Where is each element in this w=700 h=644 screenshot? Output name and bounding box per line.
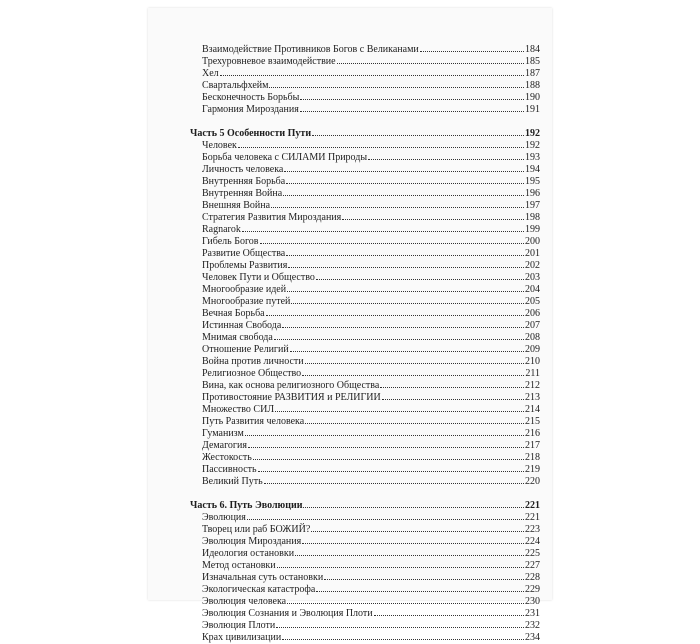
- toc-entry: [190, 259, 540, 271]
- toc-leader-dots: [303, 499, 524, 508]
- toc-entry: [190, 223, 540, 235]
- toc-leader-dots: [300, 103, 524, 112]
- toc-entry-title: Изначальная суть остановки: [202, 572, 324, 583]
- toc-entry: [190, 247, 540, 259]
- toc-entry-page: 209: [525, 344, 540, 355]
- toc-entry-page: 228: [525, 572, 540, 583]
- toc-entry: [190, 559, 540, 571]
- toc-entry: [190, 79, 540, 91]
- toc-entry-page: 207: [525, 320, 540, 331]
- toc-entry-page: 195: [525, 176, 540, 187]
- toc-entry-page: 227: [525, 560, 540, 571]
- toc-leader-dots: [286, 175, 524, 184]
- toc-entry-title: Бесконечность Борьбы: [202, 92, 300, 103]
- toc-entry-title: Человек Пути и Общество: [202, 272, 315, 283]
- toc-entry-title: Эволюция Сознания и Эволюция Плоти: [202, 608, 373, 619]
- toc-entry-title: Отношение Религий: [202, 344, 289, 355]
- toc-entry-page: 225: [525, 548, 540, 559]
- toc-entry-page: 219: [525, 464, 540, 475]
- toc-entry: [190, 235, 540, 247]
- toc-entry: [190, 619, 540, 631]
- toc-entry-title: Истинная Свобода: [202, 320, 282, 331]
- toc-entry-page: 234: [525, 632, 540, 643]
- toc-entry-title: Взаимодействие Противников Богов с Великанами: [202, 44, 419, 55]
- toc-entry-title: Демагогия: [202, 440, 247, 451]
- toc-leader-dots: [380, 379, 524, 388]
- toc-leader-dots: [290, 343, 524, 352]
- toc-entry-title: Внутренняя Война: [202, 188, 283, 199]
- toc-entry-title: Эволюция Плоти: [202, 620, 276, 631]
- toc-entry-title: Метод остановки: [202, 560, 276, 571]
- toc-entry: [190, 511, 540, 523]
- toc-entry-page: 202: [525, 260, 540, 271]
- toc-entry-title: Великий Путь: [202, 476, 263, 487]
- toc-entry: [190, 595, 540, 607]
- toc-entry-title: Вина, как основа религиозного Общества: [202, 380, 380, 391]
- toc-leader-dots: [277, 559, 524, 568]
- toc-entry: [190, 451, 540, 463]
- toc-entry: [190, 43, 540, 55]
- toc-entry: [190, 547, 540, 559]
- toc-entry: [190, 175, 540, 187]
- toc-part-title: Часть 5 Особенности Пути: [190, 128, 312, 139]
- toc-entry-title: Эволюция Мироздания: [202, 536, 302, 547]
- toc-leader-dots: [282, 319, 524, 328]
- toc-entry: [190, 211, 540, 223]
- toc-entry-page: 232: [525, 620, 540, 631]
- toc-entry-title: Противостояние РАЗВИТИЯ и РЕЛИГИИ: [202, 392, 381, 403]
- toc-entry-page: 201: [525, 248, 540, 259]
- toc-leader-dots: [302, 367, 524, 376]
- toc-entry-title: Эволюция человека: [202, 596, 287, 607]
- toc-entry-page: 212: [525, 380, 540, 391]
- toc-entry-page: 187: [525, 68, 540, 79]
- toc-entry: [190, 283, 540, 295]
- toc-entry: [190, 319, 540, 331]
- toc-entry-title: Хел: [202, 68, 219, 79]
- toc-entry: [190, 379, 540, 391]
- toc-leader-dots: [220, 67, 524, 76]
- toc-entry-page: 192: [525, 140, 540, 151]
- toc-entry: [190, 355, 540, 367]
- toc-leader-dots: [311, 523, 524, 532]
- toc-entry: [190, 331, 540, 343]
- toc-entry-page: 200: [525, 236, 540, 247]
- toc-entry-page: 185: [525, 56, 540, 67]
- toc-entry-page: 231: [525, 608, 540, 619]
- toc-entry: [190, 535, 540, 547]
- toc-entry-page: 229: [525, 584, 540, 595]
- toc-leader-dots: [342, 211, 524, 220]
- toc-entry-page: 197: [525, 200, 540, 211]
- toc-entry-title: Религиозное Общество: [202, 368, 302, 379]
- toc-entry-title: Многообразие путей: [202, 296, 291, 307]
- toc-leader-dots: [271, 199, 524, 208]
- toc-leader-dots: [316, 583, 524, 592]
- toc-entry-title: Борьба человека с СИЛАМИ Природы: [202, 152, 368, 163]
- toc-entry-page: 193: [525, 152, 540, 163]
- toc-leader-dots: [300, 91, 524, 100]
- toc-entry-title: Личность человека: [202, 164, 284, 175]
- toc-entry-page: 213: [525, 392, 540, 403]
- toc-leader-dots: [288, 259, 524, 268]
- toc-leader-dots: [269, 79, 524, 88]
- toc-leader-dots: [275, 403, 524, 412]
- toc-entry-title: Идеология остановки: [202, 548, 295, 559]
- toc-entry-title: Война против личности: [202, 356, 304, 367]
- toc-entry-page: 191: [525, 104, 540, 115]
- toc-entry-page: 218: [525, 452, 540, 463]
- toc-entry-page: 215: [525, 416, 540, 427]
- toc-entry-title: Человек: [202, 140, 237, 151]
- toc-entry-title: Мнимая свобода: [202, 332, 273, 343]
- toc-part-page: 192: [525, 128, 540, 139]
- toc-entry: [190, 103, 540, 115]
- toc-part-heading: [190, 499, 540, 511]
- toc-leader-dots: [283, 187, 524, 196]
- toc-entry: [190, 187, 540, 199]
- toc-entry-page: 221: [525, 512, 540, 523]
- toc-part-title: Часть 6. Путь Эволюции: [190, 500, 303, 511]
- toc-entry-title: Эволюция: [202, 512, 246, 523]
- toc-entry: [190, 403, 540, 415]
- toc-entry-page: 196: [525, 188, 540, 199]
- toc-entry-page: 194: [525, 164, 540, 175]
- toc-leader-dots: [305, 415, 524, 424]
- toc-entry: [190, 199, 540, 211]
- toc-entry-title: Путь Развития человека: [202, 416, 305, 427]
- toc-entry: [190, 415, 540, 427]
- toc-leader-dots: [295, 547, 524, 556]
- toc-entry-page: 216: [525, 428, 540, 439]
- toc-leader-dots: [316, 271, 524, 280]
- toc-entry-page: 205: [525, 296, 540, 307]
- toc-entry: [190, 151, 540, 163]
- toc-entry: [190, 367, 540, 379]
- toc-leader-dots: [238, 139, 524, 148]
- toc-entry-page: 230: [525, 596, 540, 607]
- toc-entry: [190, 55, 540, 67]
- toc-entry-page: 217: [525, 440, 540, 451]
- toc-entry-title: Внешняя Война: [202, 200, 271, 211]
- toc-entry-title: Гуманизм: [202, 428, 244, 439]
- toc-entry-page: 223: [525, 524, 540, 535]
- toc-entry: [190, 523, 540, 535]
- toc-entry-page: 210: [525, 356, 540, 367]
- toc-leader-dots: [245, 427, 524, 436]
- toc-entry: [190, 463, 540, 475]
- toc-entry: [190, 307, 540, 319]
- toc-entry-title: Вечная Борьба: [202, 308, 265, 319]
- toc-entry: [190, 439, 540, 451]
- toc-part-page: 221: [525, 500, 540, 511]
- toc-entry: [190, 343, 540, 355]
- toc-leader-dots: [312, 127, 524, 136]
- toc-leader-dots: [260, 235, 524, 244]
- toc-leader-dots: [324, 571, 524, 580]
- toc-entry: [190, 163, 540, 175]
- toc-entry: [190, 631, 540, 643]
- toc-entry-title: Проблемы Развития: [202, 260, 288, 271]
- toc-entry: [190, 67, 540, 79]
- toc-entry-page: 203: [525, 272, 540, 283]
- toc-leader-dots: [274, 331, 524, 340]
- toc-entry-title: Пассивность: [202, 464, 257, 475]
- toc-entry: [190, 139, 540, 151]
- toc-entry-title: Крах цивилизации: [202, 632, 282, 643]
- toc-leader-dots: [382, 391, 524, 400]
- table-of-contents: [190, 43, 540, 643]
- toc-entry: [190, 295, 540, 307]
- toc-entry: [190, 427, 540, 439]
- toc-entry: [190, 391, 540, 403]
- toc-entry-title: Стратегия Развития Мироздания: [202, 212, 342, 223]
- toc-leader-dots: [266, 307, 524, 316]
- toc-entry-title: Трехуровневое взаимодействие: [202, 56, 336, 67]
- toc-entry-page: 224: [525, 536, 540, 547]
- toc-leader-dots: [302, 535, 524, 544]
- toc-entry: [190, 475, 540, 487]
- toc-entry-title: Многообразие идей: [202, 284, 287, 295]
- toc-entry-title: Множество СИЛ: [202, 404, 275, 415]
- toc-entry-title: Творец или раб БОЖИЙ?: [202, 524, 311, 535]
- toc-entry-page: 204: [525, 284, 540, 295]
- toc-leader-dots: [368, 151, 524, 160]
- toc-entry-page: 190: [525, 92, 540, 103]
- toc-leader-dots: [242, 223, 524, 232]
- toc-entry-page: 188: [525, 80, 540, 91]
- toc-entry-title: Гармония Мироздания: [202, 104, 299, 115]
- toc-entry-page: 199: [525, 224, 540, 235]
- toc-entry-page: 184: [525, 44, 540, 55]
- toc-leader-dots: [247, 511, 524, 520]
- toc-entry-title: Развитие Общества: [202, 248, 286, 259]
- toc-leader-dots: [291, 295, 524, 304]
- toc-entry-title: Жестокость: [202, 452, 252, 463]
- toc-entry: [190, 607, 540, 619]
- toc-entry-page: 206: [525, 308, 540, 319]
- toc-leader-dots: [282, 631, 524, 640]
- toc-entry: [190, 91, 540, 103]
- toc-leader-dots: [286, 247, 524, 256]
- toc-entry-page: 214: [525, 404, 540, 415]
- toc-entry-title: Экологическая катастрофа: [202, 584, 316, 595]
- toc-entry: [190, 583, 540, 595]
- toc-entry-page: 220: [525, 476, 540, 487]
- toc-leader-dots: [264, 475, 524, 484]
- toc-leader-dots: [305, 355, 524, 364]
- toc-leader-dots: [284, 163, 524, 172]
- toc-leader-dots: [276, 619, 524, 628]
- toc-entry: [190, 271, 540, 283]
- toc-entry-page: 208: [525, 332, 540, 343]
- toc-entry-title: Ragnarok: [202, 224, 241, 235]
- toc-entry-page: 198: [525, 212, 540, 223]
- toc-leader-dots: [374, 607, 524, 616]
- toc-leader-dots: [287, 283, 524, 292]
- toc-leader-dots: [253, 451, 524, 460]
- toc-entry-title: Гибель Богов: [202, 236, 259, 247]
- toc-entry-title: Внутренняя Борьба: [202, 176, 286, 187]
- toc-leader-dots: [337, 55, 524, 64]
- toc-part-heading: [190, 127, 540, 139]
- toc-leader-dots: [420, 43, 524, 52]
- toc-entry: [190, 571, 540, 583]
- toc-leader-dots: [258, 463, 524, 472]
- toc-entry-page: 211: [525, 368, 540, 379]
- toc-entry-title: Свартальфхейм: [202, 80, 269, 91]
- toc-leader-dots: [248, 439, 524, 448]
